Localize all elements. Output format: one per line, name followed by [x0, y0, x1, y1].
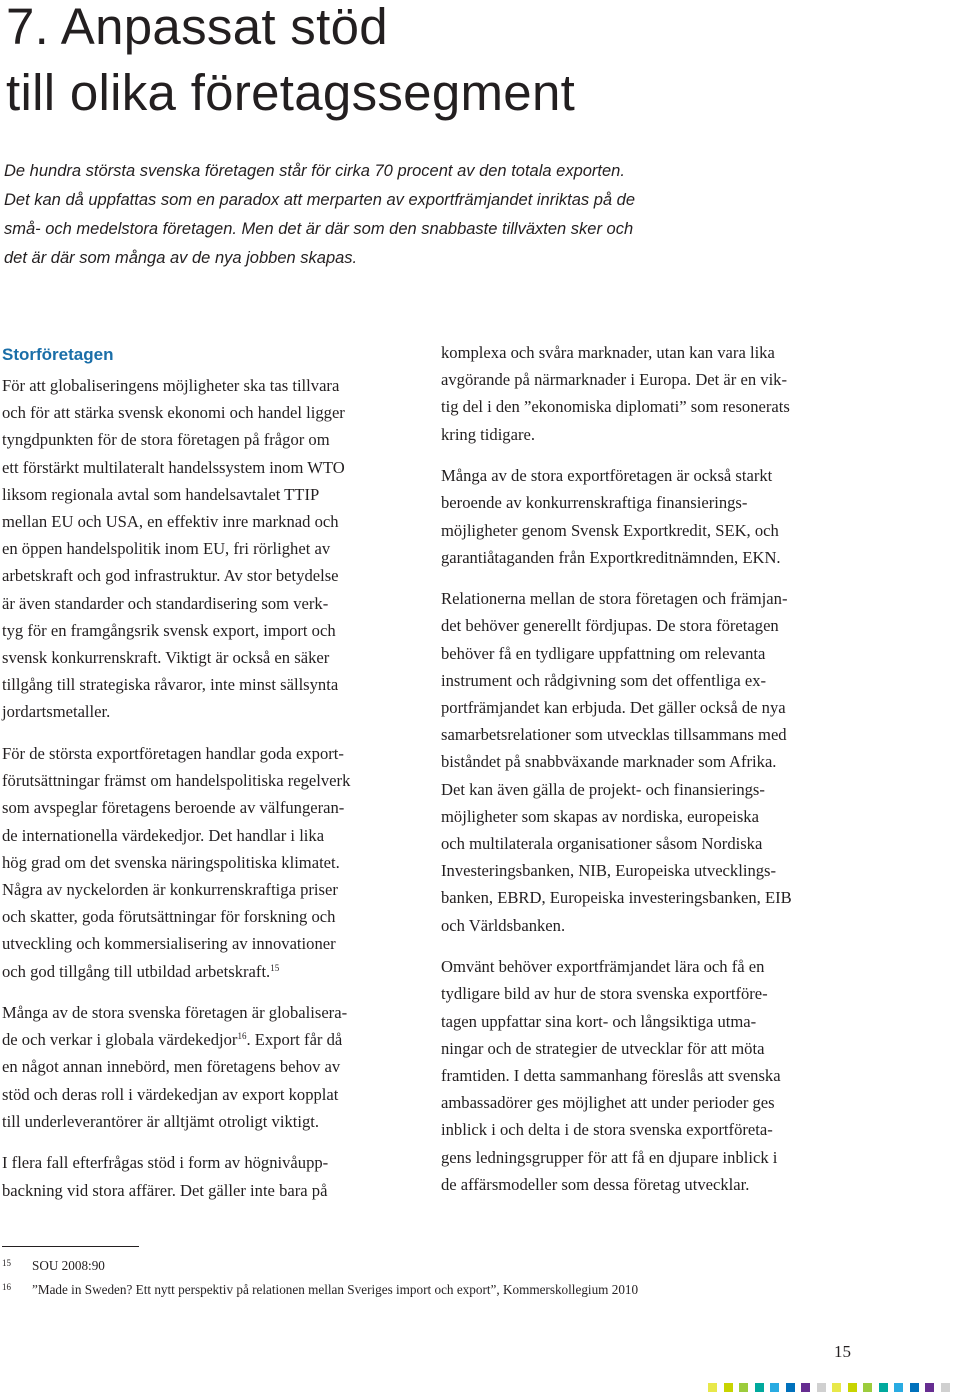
text-line: de internationella värdekedjor. Det handlar i lika [2, 825, 325, 845]
color-square [739, 1383, 748, 1392]
paragraph [2, 999, 422, 1135]
footnote-number: 16 [2, 1282, 11, 1292]
text-line: kring tidigare. [441, 424, 536, 444]
color-square [724, 1383, 733, 1392]
text-line: beroende av konkurrenskraftiga finansierings- [441, 493, 748, 513]
page-number: 15 [834, 1342, 851, 1361]
text-line: förutsättningar främst om handelspolitiska regelverk [2, 771, 351, 791]
text-line: utveckling och kommersialisering av innovationer [2, 934, 336, 954]
color-square [894, 1383, 903, 1392]
intro-line: Det kan då uppfattas som en paradox att merparten av exportfrämjandet inriktas på de [4, 191, 636, 209]
text-line: och skatter, goda förutsättningar för forskning och [2, 907, 336, 927]
color-square [801, 1383, 810, 1392]
text-line: Investeringsbanken, NIB, Europeiska utvecklings- [441, 861, 777, 881]
text-line [2, 958, 422, 985]
text-line: till underleverantörer är alltjämt otroligt viktigt. [2, 1111, 320, 1131]
text-line: framtiden. I detta sammanhang föreslås att svenska [441, 1065, 781, 1085]
text-line: portfrämjandet kan erbjuda. Det gäller också de nya [441, 698, 786, 718]
text-line: mellan EU och USA, en effektiv inre marknad och [2, 512, 339, 532]
footnote-divider [2, 1246, 139, 1247]
text-line: tagen uppfattar sina kort- och långsiktiga utma- [441, 1011, 757, 1031]
text-line: Det kan även gälla de projekt- och finansierings- [441, 779, 765, 799]
text-line: möjligheter som skapas av nordiska, europeiska [441, 806, 759, 826]
text-line: en öppen handelspolitik inom EU, fri rörlighet av [2, 539, 331, 559]
text-line: Några av nyckelorden är konkurrenskraftiga priser [2, 879, 338, 899]
color-square [925, 1383, 934, 1392]
text-line: ambassadörer ges möjlighet att under perioder ges [441, 1093, 775, 1113]
text-line: ett förstärkt multilateralt handelssystem inom WTO [2, 457, 345, 477]
text-line: liksom regionala avtal som handelsavtalet TTIP [2, 484, 320, 504]
text-line: svensk konkurrenskraft. Viktigt är också en säker [2, 648, 330, 668]
text-line: garantiåtaganden från Exportkreditnämnden, EKN. [441, 547, 781, 567]
footnote-text: ”Made in Sweden? Ett nytt perspektiv på relationen mellan Sveriges import och export”, Kommerskollegium 2010 [32, 1282, 639, 1297]
intro-paragraph [4, 157, 804, 273]
text-line: det behöver generellt fördjupas. De stora företagen [441, 616, 779, 636]
paragraph [2, 372, 422, 726]
text-line: tig del i den ”ekonomiska diplomati” som resonerats [441, 397, 790, 417]
text-line: ningar och de strategier de utvecklar för att möta [441, 1038, 765, 1058]
text-fragment: . Export får då [246, 1030, 343, 1050]
text-line: gens ledningsgrupper för att få en djupare inblick i [441, 1147, 778, 1167]
color-square [770, 1383, 779, 1392]
text-fragment: de och verkar i globala värdekedjor [2, 1030, 238, 1050]
paragraph [2, 1149, 422, 1203]
paragraph [441, 953, 881, 1198]
text-line: tillgång till strategiska råvaror, inte minst sällsynta [2, 675, 339, 695]
color-square [863, 1383, 872, 1392]
text-line: Omvänt behöver exportfrämjandet lära och få en [441, 957, 765, 977]
text-line: möjligheter genom Svensk Exportkredit, SEK, och [441, 520, 779, 540]
text-line: backning vid stora affärer. Det gäller inte bara på [2, 1180, 328, 1200]
page-title [6, 0, 575, 126]
color-square [879, 1383, 888, 1392]
color-square [786, 1383, 795, 1392]
text-line: samarbetsrelationer som utvecklas tillsammans med [441, 725, 787, 745]
paragraph [441, 339, 881, 448]
color-square [817, 1383, 826, 1392]
title-line-1: 7. Anpassat stöd [6, 0, 388, 55]
text-line: och Världsbanken. [441, 915, 566, 935]
text-line: Många av de stora svenska företagen är globalisera- [2, 1003, 348, 1023]
text-line: de affärsmodeller som dessa företag utvecklar. [441, 1174, 750, 1194]
text-line: biståndet på snabbväxande marknader som Afrika. [441, 752, 777, 772]
footnote-text: SOU 2008:90 [32, 1258, 105, 1273]
text-line: tyg för en framgångsrik svensk export, import och [2, 620, 336, 640]
paragraph [441, 585, 881, 939]
text-line: avgörande på närmarknader i Europa. Det är en vik- [441, 370, 788, 390]
text-line: som avspeglar företagens beroende av välfungeran- [2, 798, 345, 818]
text-line: och multilaterala organisationer såsom Nordiska [441, 834, 763, 854]
section-heading: Storföretagen [2, 345, 114, 364]
intro-line: små- och medelstora företagen. Men det är där som den snabbaste tillväxten sker och [4, 220, 634, 238]
right-column [441, 339, 881, 1212]
text-line: För att globaliseringens möjligheter ska tas tillvara [2, 376, 340, 395]
color-square [832, 1383, 841, 1392]
text-line: behöver få en tydligare uppfattning om relevanta [441, 643, 766, 663]
text-line: banken, EBRD, Europeiska investeringsbanken, EIB [441, 888, 792, 908]
paragraph [441, 462, 881, 571]
text-line: stöd och deras roll i värdekedjan av export kopplat [2, 1084, 339, 1104]
text-line: komplexa och svåra marknader, utan kan vara lika [441, 343, 775, 362]
footnote-15 [2, 1255, 105, 1274]
color-square [708, 1383, 717, 1392]
paragraph [2, 740, 422, 985]
title-line-2: till olika företagssegment [6, 64, 576, 121]
text-line: instrument och rådgivning som det offentliga ex- [441, 670, 767, 690]
text-line: tydligare bild av hur de stora svenska exportföre- [441, 984, 768, 1004]
color-square [848, 1383, 857, 1392]
footnote-number: 15 [2, 1258, 11, 1268]
text-line: Många av de stora exportföretagen är också starkt [441, 466, 773, 486]
text-line: inblick i och delta i de stora svenska exportföreta- [441, 1120, 773, 1140]
footnote-16 [2, 1279, 638, 1298]
text-line: I flera fall efterfrågas stöd i form av högnivåupp- [2, 1153, 329, 1173]
text-fragment: och god tillgång till utbildad arbetskraft. [2, 961, 271, 981]
color-square [910, 1383, 919, 1392]
text-line: För de största exportföretagen handlar goda export- [2, 743, 344, 763]
color-square [755, 1383, 764, 1392]
text-line [2, 1026, 422, 1053]
text-line: Relationerna mellan de stora företagen och främjan- [441, 589, 788, 609]
intro-line: det är där som många av de nya jobben skapas. [4, 249, 358, 267]
text-line: en något annan innebörd, men företagens behov av [2, 1057, 341, 1077]
color-square [941, 1383, 950, 1392]
text-line: och för att stärka svensk ekonomi och handel ligger [2, 403, 345, 423]
text-line: är även standarder och standardisering som verk- [2, 593, 329, 613]
intro-line: De hundra största svenska företagen står för cirka 70 procent av den totala exporten. [4, 162, 625, 180]
text-line: arbetskraft och god infrastruktur. Av stor betydelse [2, 566, 339, 586]
footnote-ref: 15 [270, 962, 280, 973]
text-line: hög grad om det svenska näringspolitiska klimatet. [2, 852, 340, 872]
footnote-ref: 16 [237, 1031, 247, 1042]
text-line: jordartsmetaller. [2, 702, 111, 722]
left-column [2, 372, 422, 1218]
text-line: tyngdpunkten för de stora företagen på frågor om [2, 430, 330, 450]
